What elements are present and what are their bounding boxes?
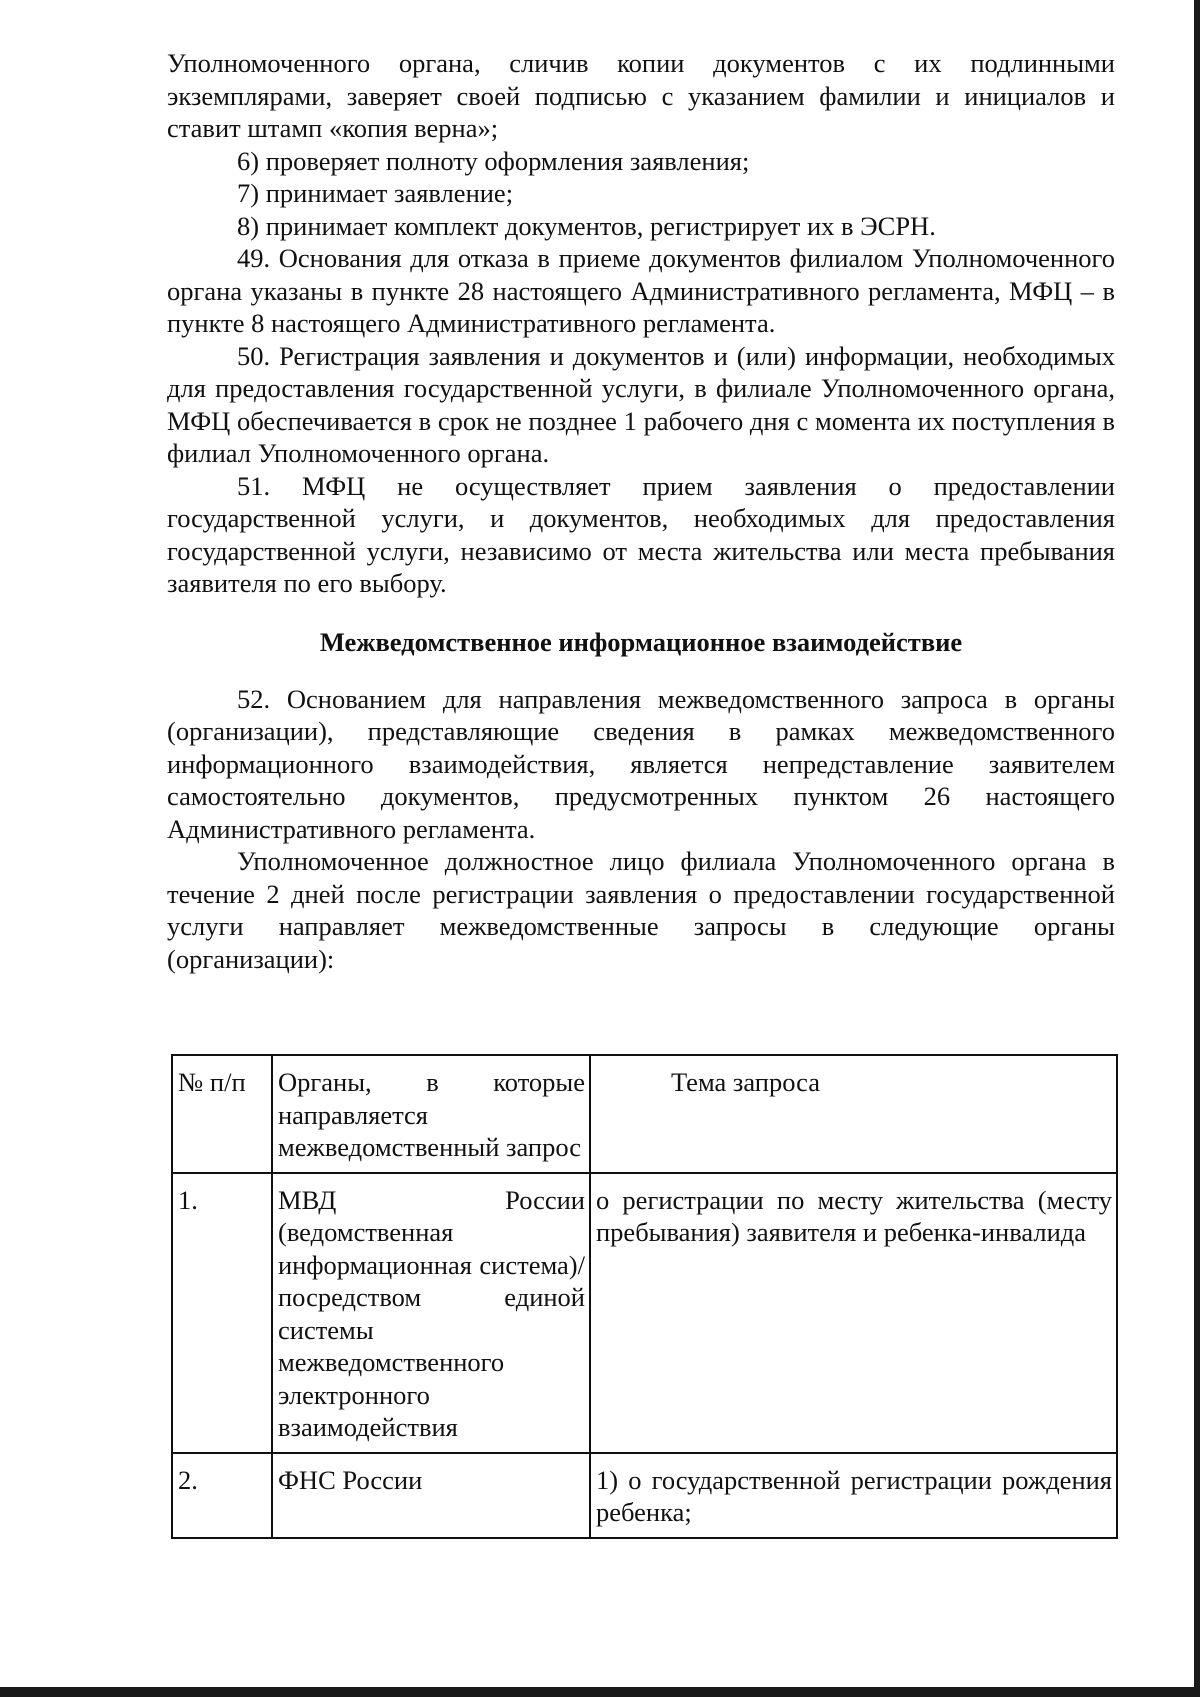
list-item-8: 8) принимает комплект документов, регистрирует их в ЭСРН. [237,210,936,241]
table-cell-number: 2. [172,1453,272,1538]
interagency-requests-table [171,1054,1118,1539]
table-cell-organ: МВД России (ведомственная информационная система)/посредством единой системы межведомственного электронного взаимодействия [272,1173,590,1453]
paragraph-51: 51. МФЦ не осуществляет прием заявления о предоставлении государственной услуги, и документов, необходимых для предоставления государственной услуги, независимо от места жительства или места пребывания заявителя по его выбору. [167,470,1115,598]
header-cell-topic: Тема запроса [590,1055,1117,1173]
header-cell-number: № п/п [172,1055,272,1173]
table-cell-topic: 1) о государственной регистрации рождения ребенка; [590,1453,1117,1538]
table-header-row [172,1055,1117,1173]
document-body [167,47,1115,975]
table-row [172,1453,1117,1538]
scan-edge-bottom [0,1687,1200,1697]
table-cell-organ: ФНС России [272,1453,590,1538]
table-cell-number: 1. [172,1173,272,1453]
header-cell-organs: Органы, в которые направляется межведомственный запрос [272,1055,590,1173]
list-item-6: 6) проверяет полноту оформления заявления; [237,145,750,176]
list-item-7: 7) принимает заявление; [237,178,514,208]
table-cell-topic: о регистрации по месту жительства (месту пребывания) заявителя и ребенка-инвалида [590,1173,1117,1453]
paragraph-continuation: Уполномоченного органа, сличив копии документов с их подлинными экземплярами, заверяет своей подписью с указанием фамилии и инициалов и ставит штамп «копия верна»; [167,48,1115,143]
paragraph-49: 49. Основания для отказа в приеме документов филиалом Уполномоченного органа указаны в пункте 28 настоящего Административного регламента, МФЦ – в пункте 8 настоящего Административного регламента. [167,243,1115,338]
scan-edge-right [1194,0,1200,1697]
paragraph-50: 50. Регистрация заявления и документов и (или) информации, необходимых для предоставления государственной услуги, в филиале Уполномоченного органа, МФЦ обеспечивается в срок не позднее 1 рабочего дня с момента их поступления в филиал Уполномоченного органа. [167,340,1115,468]
paragraph-52: 52. Основанием для направления межведомственного запроса в органы (организации), представляющие сведения в рамках межведомственного информационного взаимодействия, является непредставление заявителем самостоятельно документов, предусмотренных пунктом 26 настоящего Административного регламента. [167,683,1115,844]
paragraph-official: Уполномоченное должностное лицо филиала Уполномоченного органа в течение 2 дней после регистрации заявления о предоставлении государственной услуги направляет межведомственные запросы в следующие органы (организации): [167,846,1115,974]
table-row [172,1173,1117,1453]
section-heading: Межведомственное информационное взаимодействие [319,626,963,657]
